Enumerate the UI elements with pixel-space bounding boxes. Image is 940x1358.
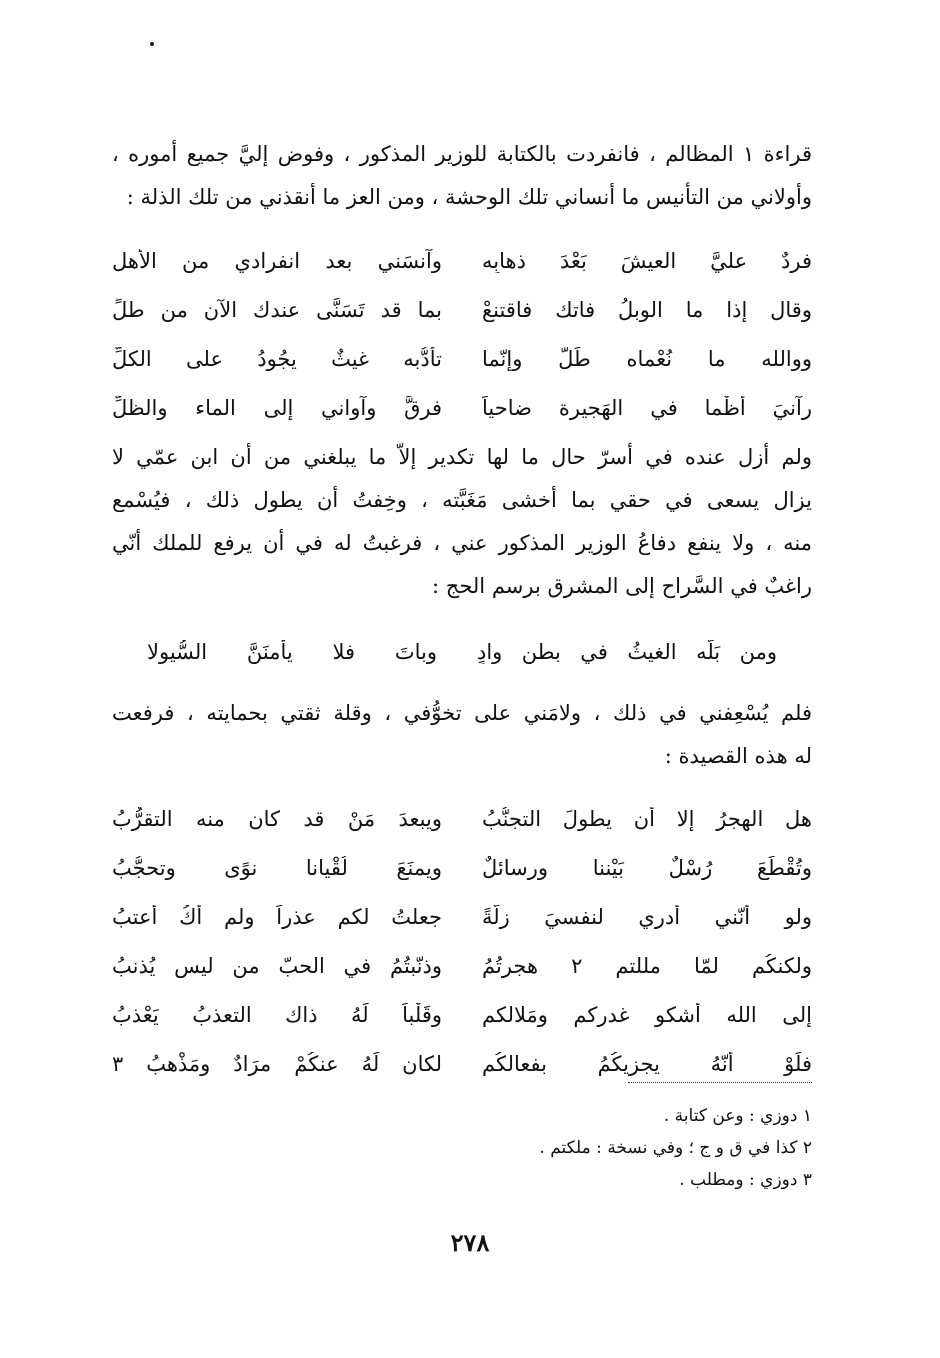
- hemistich-first: رآنيَ أظْما في الهَجيرة ضاحياً: [482, 395, 812, 420]
- hemistich-second: وباتَ فلا يأمنَنَّ السُّيولا: [147, 639, 437, 664]
- text-line: قراءة ١ المظالم ، فانفردت بالكتابة للوزير المذكور ، وفوض إليَّ جميع أموره ،: [112, 142, 812, 166]
- hemistich-first: ولكنكُم لمّا مللتم ٢ هجرتُمُ: [482, 953, 812, 978]
- hemistich-second: ويبعدَ مَنْ قد كان منه التقرُّبُ: [112, 806, 442, 831]
- verse-row: [112, 627, 812, 676]
- footnotes: [400, 1100, 812, 1196]
- text-line: وأولاني من التأنيس ما أنساني تلك الوحشة ، ومن العز ما أنقذني من تلك الذلة :: [126, 185, 812, 209]
- hemistich-second: وذنّبتُمُ في الحبّ من ليس يُذنبُ: [112, 953, 442, 978]
- hemistich-second: ويمنَعَ لُقْيانا نوًى وتحجُّبُ: [112, 855, 442, 880]
- paragraph-3: [112, 692, 812, 778]
- footnote: ١ دوزي : وعن كتابة .: [663, 1106, 812, 1126]
- hemistich-first: هل الهجرُ إلا أن يطولَ التجنُّبُ: [482, 806, 812, 831]
- text-line: منه ، ولا ينفع دفاعُ الوزير المذكور عني ، فرغبتُ له في أن يرفع للملك أنّي: [112, 531, 812, 555]
- ink-dot: [150, 42, 154, 46]
- hemistich-second: جعلتُ لكم عذراً ولم أكُ أعتبُ: [112, 904, 442, 929]
- hemistich-first: فلَوْ أنّهُ يجزيكُمُ بفعالكُم: [482, 1051, 812, 1076]
- hemistich-first: ولو أنّني أدري لنفسيَ زلّةً: [482, 904, 812, 929]
- verse-row: [112, 236, 812, 285]
- paragraph-2: [112, 436, 812, 608]
- text-line: يزال يسعى في حقي بما أخشى مَغَبَّته ، وخِفتُ أن يطول ذلك ، فيُسْمع: [112, 488, 812, 512]
- hemistich-second: بما قد تَسَنَّى عندك الآن من طلٍّ: [112, 297, 442, 322]
- verse-row: [112, 990, 812, 1039]
- verse-block-2: [112, 627, 812, 676]
- text-line: ولم أزل عنده في أسرّ حال ما لها تكدير إلاّ ما يبلغني من أن ابن عمّي لا: [112, 445, 812, 469]
- verse-row: [112, 1039, 812, 1088]
- hemistich-first: وتُقْطَعَ رُسْلٌ بَيْننا ورسائلٌ: [482, 855, 812, 880]
- hemistich-first: ومن بَلّه الغيثُ في بطنِ وادٍ: [477, 639, 777, 664]
- verse-row: [112, 892, 812, 941]
- hemistich-first: وقال إذا ما الوبلُ فاتك فاقتنعْ: [482, 297, 812, 322]
- footnote: ٢ كذا في ق و ج ؛ وفي نسخة : ملكتم .: [539, 1138, 812, 1158]
- verse-row: [112, 383, 812, 432]
- verse-row: [112, 843, 812, 892]
- hemistich-second: فرقَّ وآواني إلى الماء والظلِّ: [112, 395, 442, 420]
- verse-row: [112, 285, 812, 334]
- hemistich-second: وقَلْباً لَهُ ذاك التعذبُ يَعْذبُ: [112, 1002, 442, 1027]
- text-line: فلم يُسْعِفني في ذلك ، ولامَني على تخوُّفي ، وقلة ثقتي بحمايته ، فرفعت: [112, 701, 812, 725]
- hemistich-second: لكان لَهُ عنكُمْ مرَادٌ ومَذْهبُ ٣: [112, 1051, 442, 1076]
- footnote-divider: [628, 1082, 812, 1083]
- hemistich-first: فردٌ عليَّ العيشَ بَعْدَ ذهابِه: [482, 248, 812, 273]
- verse-row: [112, 334, 812, 383]
- text-line: راغبٌ في السَّراح إلى المشرق برسم الحج :: [432, 574, 812, 598]
- hemistich-first: ووالله ما نُعْماه طَلٌّ وإنّما: [482, 346, 812, 371]
- page-number: ٢٧٨: [450, 1228, 490, 1257]
- verse-block-3: [112, 794, 812, 1088]
- hemistich-first: إلى الله أشكو غدركم ومَلالكم: [482, 1002, 812, 1027]
- verse-block-1: [112, 236, 812, 432]
- hemistich-second: وآنسَني بعد انفرادي من الأهلِ: [112, 248, 442, 273]
- paragraph-1: [112, 133, 812, 219]
- footnote: ٣ دوزي : ومطلب .: [679, 1170, 812, 1190]
- verse-row: [112, 941, 812, 990]
- hemistich-second: تأدُّبه غيثٌ يجُودُ على الكلِّ: [112, 346, 442, 371]
- verse-row: [112, 794, 812, 843]
- text-line: له هذه القصيدة :: [664, 744, 812, 768]
